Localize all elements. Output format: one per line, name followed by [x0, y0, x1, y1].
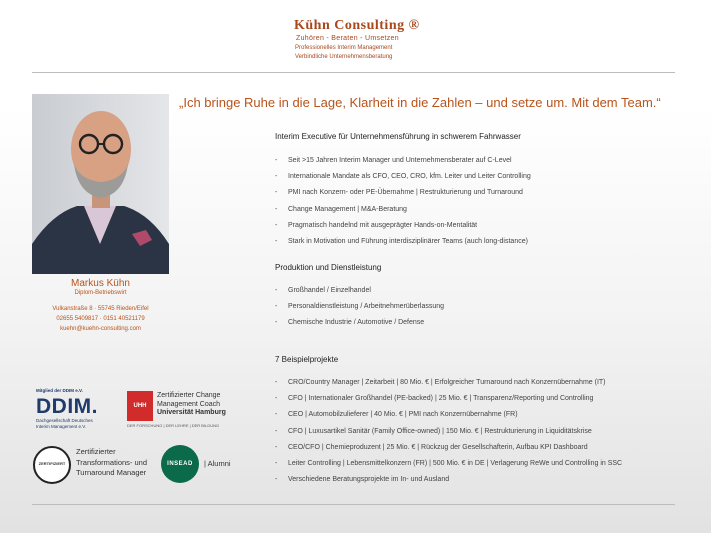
- profile-name: Markus Kühn: [71, 278, 130, 289]
- ddim-logo: DDIM.: [36, 395, 98, 418]
- brand-subline-2: Verbindliche Unternehmensberatung: [295, 54, 393, 60]
- section-heading-industries: Produktion und Dienstleistung: [275, 263, 382, 272]
- list-item: - Change Management | M&A-Beratung: [275, 202, 531, 218]
- profile-title: Diplom-Betriebswirt: [74, 290, 127, 296]
- interim-list: [275, 153, 531, 250]
- turnaround-certification: [76, 447, 147, 479]
- ddim-caption-line: Interim Management e.V.: [36, 423, 87, 429]
- list-item: - Stark in Motivation und Führung interdisziplinärer Teams (auch long-distance): [275, 234, 531, 250]
- list-item: - Pragmatisch handelnd mit ausgeprägter Hands-on-Mentalität: [275, 218, 531, 234]
- projects-list: [275, 375, 622, 488]
- section-heading-projects: 7 Beispielprojekte: [275, 355, 339, 364]
- list-item: - PMI nach Konzern- oder PE-Übernahme | Restrukturierung und Turnaround: [275, 185, 531, 201]
- list-item: - Großhandel / Einzelhandel: [275, 283, 444, 299]
- uhh-logo-mark: [127, 391, 153, 421]
- list-item: - Seit >15 Jahren Interim Manager und Unternehmensberater auf C-Level: [275, 153, 531, 169]
- industries-list: [275, 283, 444, 332]
- list-item: - CFO | Luxusartikel Sanitär (Family Office-owned) | 150 Mio. € | Restrukturierung in Liquiditätskrise: [275, 424, 622, 440]
- uhh-line: Management Coach: [157, 400, 221, 408]
- list-item: - Chemische Industrie / Automotive / Defense: [275, 315, 444, 331]
- seal-text: ZERTIFIZIERT: [38, 461, 66, 466]
- uhh-caption: DER FORSCHUNG | DER LEHRE | DER BILDUNG: [127, 423, 220, 428]
- profile-email[interactable]: kuehn@kuehn-consulting.com: [60, 326, 141, 332]
- list-item: - Internationale Mandate als CFO, CEO, CRO, kfm. Leiter und Leiter Controlling: [275, 169, 531, 185]
- brand-subline-1: Professionelles Interim Management: [295, 45, 393, 51]
- profile-address: Vulkanstraße 8 · 55745 Rieden/Eifel: [52, 306, 149, 312]
- uhh-line: Universität Hamburg: [157, 409, 226, 416]
- brand-tagline: Zuhören - Beraten - Umsetzen: [296, 35, 399, 42]
- section-heading-interim: Interim Executive für Unternehmensführung in schwerem Fahrwasser: [275, 132, 521, 141]
- brand-logo-text: Kühn Consulting ®: [294, 18, 420, 33]
- uhh-certificate-text: [157, 392, 226, 418]
- cert-line: Transformations- und: [76, 457, 148, 467]
- ddim-caption-line: Dachgesellschaft Deutsches: [36, 418, 93, 423]
- list-item: - Personaldienstleistung / Arbeitnehmerüberlassung: [275, 299, 444, 315]
- uhh-mark-text: UHH: [133, 403, 147, 409]
- top-divider: [32, 72, 675, 73]
- ddim-caption: [36, 418, 93, 429]
- uhh-line: Zertifizierter Change: [157, 392, 221, 399]
- headline-quote: „Ich bringe Ruhe in die Lage, Klarheit in die Zahlen – und setze um. Mit dem Team.“: [179, 95, 661, 110]
- insead-logo: [161, 445, 199, 483]
- list-item: - CEO/CFO | Chemieproduzent | 25 Mio. € | Rückzug der Gesellschafterin, Aufbau KPI Dashboard: [275, 440, 622, 456]
- list-item: - Verschiedene Beratungsprojekte im In- und Ausland: [275, 472, 622, 488]
- ddim-member-label: Mitglied der DDIM e.V.: [36, 388, 83, 393]
- list-item: - CFO | Internationaler Großhandel (PE-backed) | 25 Mio. € | Transparenz/Reporting und Controlling: [275, 391, 622, 407]
- list-item: - CRO/Country Manager | Zeitarbeit | 80 Mio. € | Erfolgreicher Turnaround nach Konzernübernahme (IT): [275, 375, 622, 391]
- portrait-photo: [32, 94, 169, 274]
- cert-line: Turnaround Manager: [76, 468, 147, 477]
- profile-phone: 02655 5409817 · 0151 40521179: [56, 316, 145, 322]
- cert-line: Zertifizierter: [76, 447, 116, 456]
- insead-text: INSEAD: [167, 461, 193, 467]
- list-item: - CEO | Automobilzulieferer | 40 Mio. € | PMI nach Konzernübernahme (FR): [275, 407, 622, 423]
- portrait-illustration: [32, 94, 169, 274]
- alumni-label: | Alumni: [204, 459, 231, 468]
- bottom-divider: [32, 504, 675, 505]
- list-item: - Leiter Controlling | Lebensmittelkonzern (FR) | 500 Mio. € in DE | Verlagerung ReWe und Controlling in SSC: [275, 456, 622, 472]
